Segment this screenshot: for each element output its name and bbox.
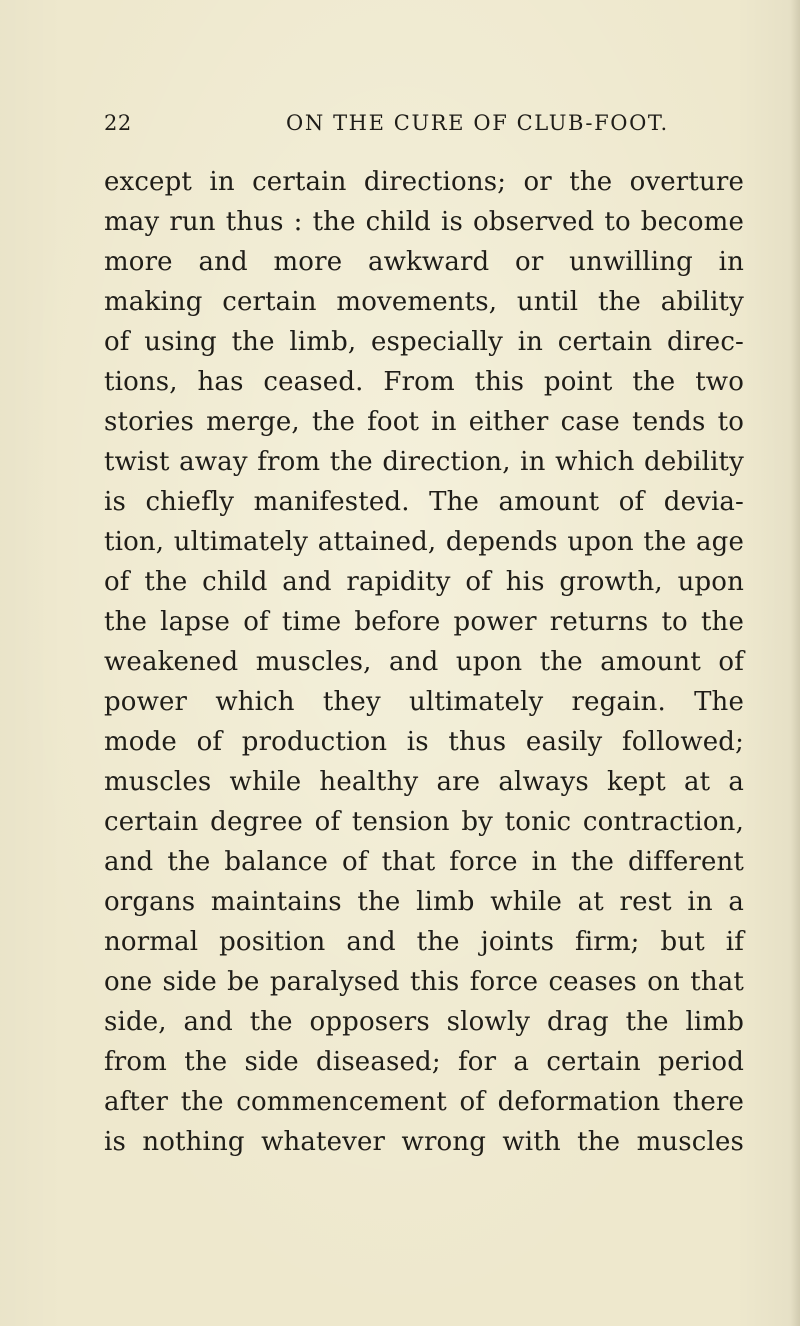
text-line: may run thus : the child is observed to become bbox=[104, 207, 744, 237]
running-title: ON THE CURE OF CLUB-FOOT. bbox=[286, 111, 669, 135]
text-line: one side be paralysed this force ceases on that bbox=[104, 967, 744, 997]
text-line: is nothing whatever wrong with the muscles bbox=[104, 1127, 744, 1157]
text-line: from the side diseased; for a certain period bbox=[104, 1047, 744, 1077]
text-line: side, and the opposers slowly drag the limb bbox=[104, 1007, 744, 1037]
body-text bbox=[104, 162, 744, 1162]
page-header bbox=[104, 108, 744, 138]
text-line: twist away from the direction, in which debility bbox=[104, 447, 744, 477]
text-line: after the commencement of deformation there bbox=[104, 1087, 744, 1117]
page-number: 22 bbox=[104, 111, 132, 135]
text-line: and the balance of that force in the different bbox=[104, 847, 744, 877]
text-line: power which they ultimately regain. The bbox=[104, 687, 744, 717]
text-line: of the child and rapidity of his growth, upon bbox=[104, 567, 744, 597]
text-line: more and more awkward or unwilling in bbox=[104, 247, 744, 277]
text-line: organs maintains the limb while at rest in a bbox=[104, 887, 744, 917]
text-line: tion, ultimately attained, depends upon the age bbox=[104, 527, 744, 557]
text-line: normal position and the joints firm; but if bbox=[104, 927, 744, 957]
text-line: making certain movements, until the ability bbox=[104, 287, 744, 317]
text-line: tions, has ceased. From this point the two bbox=[104, 367, 744, 397]
text-line: mode of production is thus easily followed; bbox=[104, 727, 744, 757]
text-line: of using the limb, especially in certain direc- bbox=[104, 327, 744, 357]
text-line: is chiefly manifested. The amount of devia- bbox=[104, 487, 744, 517]
text-line: stories merge, the foot in either case tends to bbox=[104, 407, 744, 437]
page-edge-shadow bbox=[790, 0, 800, 1326]
text-line: the lapse of time before power returns to the bbox=[104, 607, 744, 637]
text-line: certain degree of tension by tonic contraction, bbox=[104, 807, 744, 837]
text-line: except in certain directions; or the overture bbox=[104, 167, 744, 197]
text-line: weakened muscles, and upon the amount of bbox=[104, 647, 744, 677]
text-line: muscles while healthy are always kept at a bbox=[104, 767, 744, 797]
